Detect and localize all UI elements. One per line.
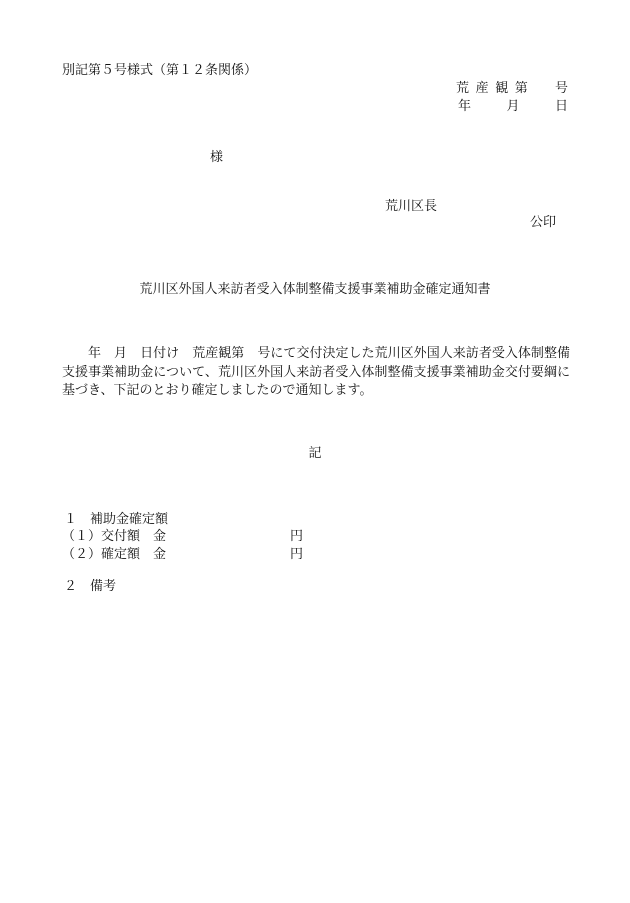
date-month: 月 bbox=[506, 99, 520, 114]
document-date bbox=[458, 98, 568, 116]
ki-heading: 記 bbox=[308, 446, 322, 461]
form-label: 別記第５号様式（第１２条関係） bbox=[62, 63, 258, 78]
doc-number-blank bbox=[534, 80, 548, 98]
date-day: 日 bbox=[554, 99, 568, 114]
item-1-2-unit: 円 bbox=[290, 547, 304, 562]
addressee-honorific: 様 bbox=[210, 150, 224, 165]
official-seal-label: 公印 bbox=[530, 215, 557, 230]
item-1-1-label: （１）交付額 金 bbox=[62, 529, 167, 544]
doc-number-char: 号 bbox=[554, 81, 568, 96]
body-paragraph: 年 月 日付け 荒産観第 号にて交付決定した荒川区外国人来訪者受入体制整備支援事業補助金について、荒川区外国人来訪者受入体制整備支援事業補助金交付要綱に基づき、下記のとおり確定しましたので通知します。 bbox=[62, 346, 570, 398]
sender-title: 荒川区長 bbox=[385, 199, 438, 214]
document-number bbox=[456, 80, 568, 98]
item-2-heading: ２ 備考 bbox=[64, 579, 117, 594]
doc-number-char: 産 bbox=[475, 81, 489, 96]
item-1-heading: １ 補助金確定額 bbox=[64, 512, 169, 527]
date-year: 年 bbox=[458, 99, 472, 114]
doc-number-char: 第 bbox=[514, 81, 528, 96]
item-1-2-label: （２）確定額 金 bbox=[62, 547, 167, 562]
document-title: 荒川区外国人来訪者受入体制整備支援事業補助金確定通知書 bbox=[139, 282, 491, 297]
item-1-1-unit: 円 bbox=[290, 529, 304, 544]
doc-number-char: 荒 bbox=[456, 81, 470, 96]
doc-number-char: 観 bbox=[495, 81, 509, 96]
